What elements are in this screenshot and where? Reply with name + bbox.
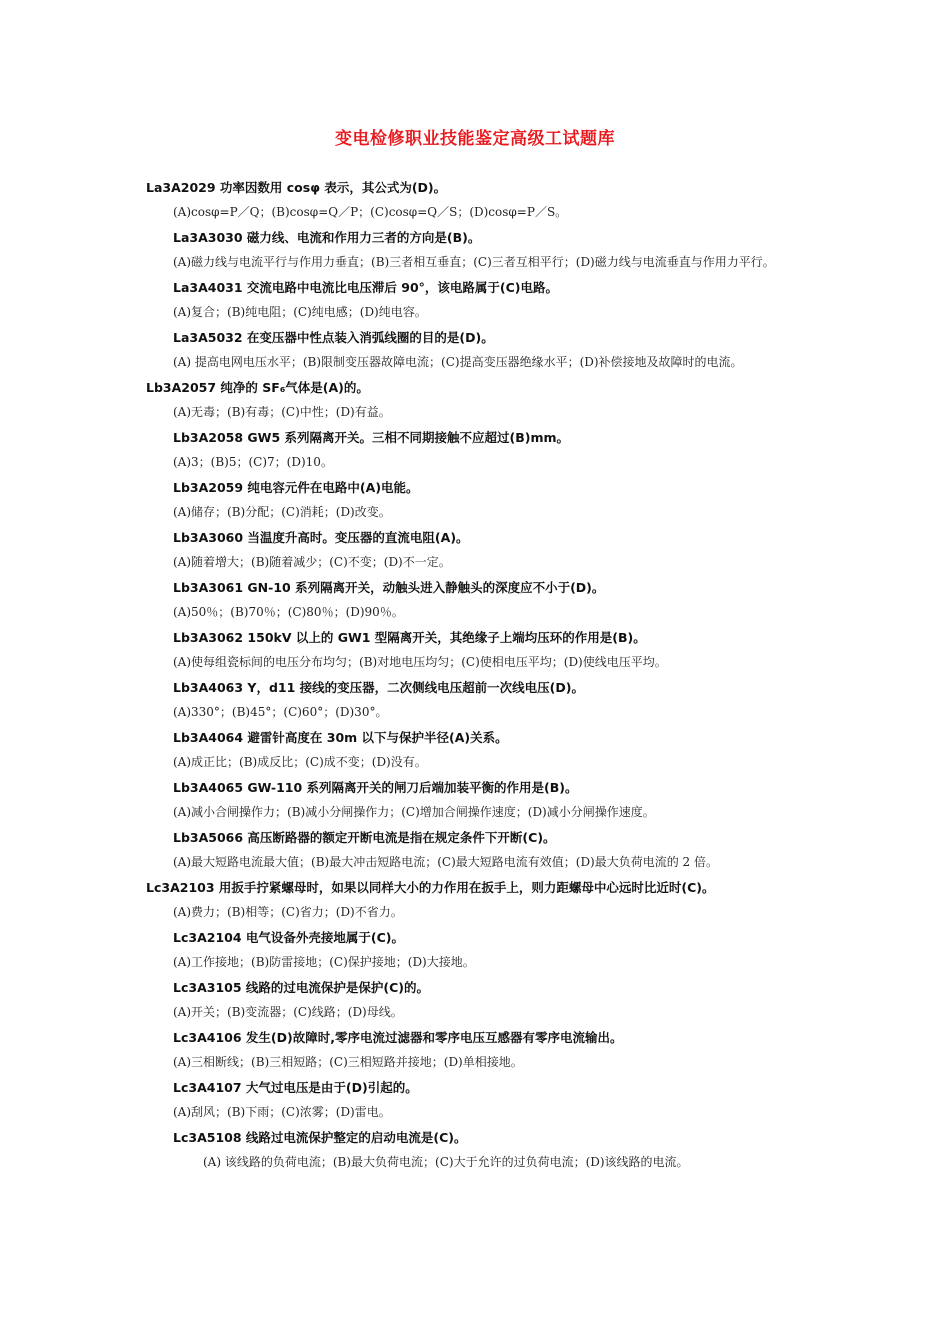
question-text: La3A4031 交流电路中电流比电压滞后 90°，该电路属于(C)电路。 (173, 280, 559, 295)
answer-options: (A)磁力线与电流平行与作用力垂直；(B)三者相互垂直；(C)三者互相平行；(D)磁力线与电流垂直与作用力平行。 (173, 255, 775, 269)
question-list (146, 175, 816, 1175)
page-title: 变电检修职业技能鉴定高级工试题库 (335, 129, 615, 149)
answer-options: (A)减小合闸操作力；(B)减小分闸操作力；(C)增加合闸操作速度；(D)减小分闸操作速度。 (173, 805, 655, 819)
answer-options: (A)刮风；(B)下雨；(C)浓雾；(D)雷电。 (173, 1105, 391, 1119)
answer-options: (A)cosφ=P／Q；(B)cosφ=Q／P；(C)cosφ=Q／S；(D)cosφ=P／S。 (173, 205, 568, 219)
question-text: Lb3A2058 GW5 系列隔离开关。三相不同期接触不应超过(B)mm。 (173, 430, 570, 445)
answer-options: (A)随着增大；(B)随着减少；(C)不变；(D)不一定。 (173, 555, 451, 569)
question-text: Lc3A2103 用扳手拧紧螺母时，如果以同样大小的力作用在扳手上，则力距螺母中心远时比近时(C)。 (146, 880, 715, 895)
question-text: La3A3030 磁力线、电流和作用力三者的方向是(B)。 (173, 230, 481, 245)
question-text: Lb3A4063 Y，d11 接线的变压器，二次侧线电压超前一次线电压(D)。 (173, 680, 584, 695)
answer-options: (A)工作接地；(B)防雷接地；(C)保护接地；(D)大接地。 (173, 955, 475, 969)
question-text: Lb3A3062 150kV 以上的 GW1 型隔离开关，其绝缘子上端均压环的作用是(B)。 (173, 630, 646, 645)
question-text: Lb3A5066 高压断路器的额定开断电流是指在规定条件下开断(C)。 (173, 830, 556, 845)
question-text: Lc3A3105 线路的过电流保护是保护(C)的。 (173, 980, 429, 995)
question-text: Lc3A4106 发生(D)故障时,零序电流过滤器和零序电压互感器有零序电流输出。 (173, 1030, 623, 1045)
answer-options: (A)开关；(B)变流器；(C)线路；(D)母线。 (173, 1005, 403, 1019)
question-text: Lb3A3060 当温度升高时。变压器的直流电阻(A)。 (173, 530, 469, 545)
question-text: La3A2029 功率因数用 cosφ 表示，其公式为(D)。 (146, 180, 447, 195)
answer-options: (A)三相断线；(B)三相短路；(C)三相短路并接地；(D)单相接地。 (173, 1055, 523, 1069)
answer-options: (A)50％；(B)70％；(C)80％；(D)90％。 (173, 605, 404, 619)
answer-options: (A)费力；(B)相等；(C)省力；(D)不省力。 (173, 905, 403, 919)
answer-options: (A) 提高电网电压水平；(B)限制变压器故障电流；(C)提高变压器绝缘水平；(D)补偿接地及故障时的电流。 (173, 355, 743, 369)
answer-options: (A)最大短路电流最大值；(B)最大冲击短路电流；(C)最大短路电流有效值；(D)最大负荷电流的 2 倍。 (173, 855, 719, 869)
answer-options: (A)3；(B)5；(C)7；(D)10。 (173, 455, 333, 469)
question-text: Lb3A4065 GW-110 系列隔离开关的闸刀后端加装平衡的作用是(B)。 (173, 780, 578, 795)
answer-options: (A)无毒；(B)有毒；(C)中性；(D)有益。 (173, 405, 391, 419)
answer-options: (A)复合；(B)纯电阻；(C)纯电感；(D)纯电容。 (173, 305, 427, 319)
answer-options: (A)成正比；(B)成反比；(C)成不变；(D)没有。 (173, 755, 427, 769)
answer-options: (A) 该线路的负荷电流；(B)最大负荷电流；(C)大于允许的过负荷电流；(D)该线路的电流。 (203, 1155, 689, 1169)
question-text: Lc3A2104 电气设备外壳接地属于(C)。 (173, 930, 404, 945)
question-text: Lc3A4107 大气过电压是由于(D)引起的。 (173, 1080, 418, 1095)
question-text: Lb3A2057 纯净的 SF₆气体是(A)的。 (146, 380, 369, 395)
question-text: Lc3A5108 线路过电流保护整定的启动电流是(C)。 (173, 1130, 467, 1145)
answer-options: (A)330°；(B)45°；(C)60°；(D)30°。 (173, 705, 388, 719)
question-text: Lb3A4064 避雷针高度在 30m 以下与保护半径(A)关系。 (173, 730, 508, 745)
answer-options: (A)使每组瓷标间的电压分布均匀；(B)对地电压均匀；(C)使相电压平均；(D)使线电压平均。 (173, 655, 667, 669)
question-text: Lb3A2059 纯电容元件在电路中(A)电能。 (173, 480, 419, 495)
question-text: La3A5032 在变压器中性点装入消弧线圈的目的是(D)。 (173, 330, 494, 345)
answer-options: (A)储存；(B)分配；(C)消耗；(D)改变。 (173, 505, 391, 519)
question-text: Lb3A3061 GN-10 系列隔离开关，动触头进入静触头的深度应不小于(D)。 (173, 580, 605, 595)
